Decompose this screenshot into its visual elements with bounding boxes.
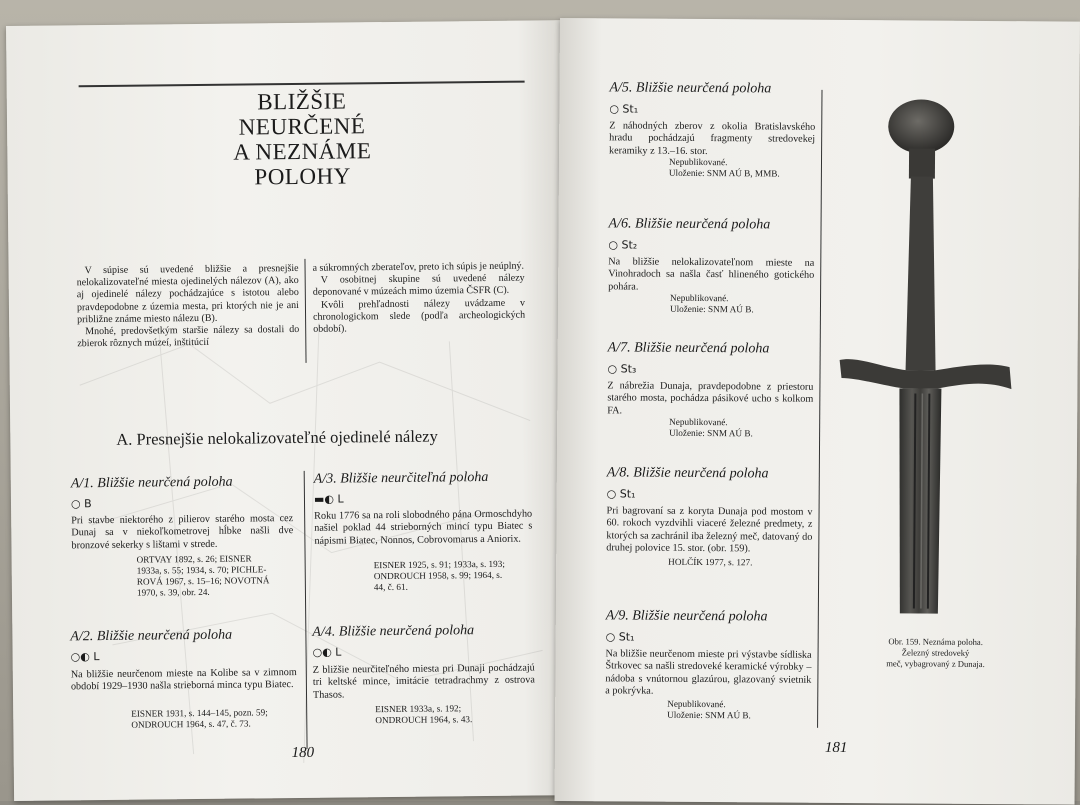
- entry-ref-a6: Nepublikované.: [670, 292, 729, 304]
- sword-photo: [836, 98, 1020, 619]
- entry-symbol-a9: ○ St₁: [605, 630, 635, 644]
- left-page: [6, 20, 570, 801]
- entry-ref-a7: Uloženie: SNM AÚ B.: [669, 427, 753, 439]
- entry-text-a1: Pri stavbe niektorého z pilierov starého mosta cez Dunaj sa v niekoľkometrovej hĺbke našli dve bronzové sekerky s lištami v strede.: [71, 513, 294, 552]
- intro-paragraph: Mnohé, predovšetkým staršie nálezy sa dostali do zbierok rôznych múzeí, inštitúcií: [77, 323, 300, 350]
- entry-ref-a5: Nepublikované.: [668, 156, 728, 168]
- top-rule: [79, 81, 525, 88]
- entry-symbol-a2: ○◐ L: [70, 650, 100, 664]
- entry-ref-a5: Uloženie: SNM AÚ B, MMB.: [668, 167, 780, 179]
- entry-symbol-a8: ○ St₁: [606, 487, 636, 501]
- entry-ref-a2: ONDROUCH 1964, s. 47, č. 73.: [131, 718, 251, 730]
- entry-ref-a1: 1970, s. 39, obr. 24.: [136, 586, 210, 598]
- entry-ref-a3: EISNER 1925, s. 91; 1933a, s. 193;: [373, 558, 505, 571]
- right-column-divider: [817, 90, 822, 728]
- chapter-title-line: BLIŽŠIE: [257, 88, 347, 115]
- entry-ref-a8: HOLČÍK 1977, s. 127.: [668, 556, 753, 568]
- intro-paragraph: Kvôli prehľadnosti nálezy uvádzame v chronologickom slede (podľa archeologických období).: [313, 297, 526, 335]
- entry-ref-a1: ROVÁ 1967, s. 15–16; NOVOTNÁ: [136, 575, 270, 587]
- right-page: [555, 18, 1080, 805]
- entry-text-a2: Na bližšie neurčenom mieste na Kolibe sa v zimnom období 1929–1930 našla strieborná minca typu Biatec.: [70, 666, 297, 693]
- entry-ref-a4: ONDROUCH 1964, s. 43.: [375, 714, 473, 726]
- entry-ref-a1: 1933a, s. 55; 1934, s. 70; PICHLE-: [136, 564, 267, 576]
- caption-line: Železný stredoveký: [901, 647, 970, 658]
- entry-symbol-a3: ▬◐ L: [313, 492, 344, 506]
- caption-line: Obr. 159. Neznáma poloha.: [888, 636, 983, 647]
- entry-title-a7: A/7. Bližšie neurčená poloha: [607, 340, 770, 357]
- caption-line: meč, vybagrovaný z Dunaja.: [886, 658, 985, 669]
- entry-title-a2: A/2. Bližšie neurčená poloha: [70, 627, 233, 645]
- page-number-left: 180: [291, 744, 315, 762]
- intro-paragraph: V osobitnej skupine sú uvedené nálezy deponované v múzeách mimo územia ČSFR (C).: [312, 272, 525, 299]
- entry-title-a5: A/5. Bližšie neurčená poloha: [609, 80, 772, 97]
- intro-column-2: [312, 261, 525, 336]
- intro-column-1: [77, 263, 300, 351]
- entry-ref-a6: Uloženie: SNM AÚ B.: [669, 303, 754, 315]
- entry-title-a6: A/6. Bližšie neurčená poloha: [608, 216, 771, 233]
- entry-title-a1: A/1. Bližšie neurčená poloha: [70, 474, 233, 492]
- entry-symbol-a1: ○ B: [70, 497, 92, 511]
- entry-ref-a3: 44, č. 61.: [373, 581, 408, 593]
- entry-title-a4: A/4. Bližšie neurčená poloha: [312, 623, 475, 640]
- figure-caption: [871, 636, 999, 670]
- intro-paragraph: a súkromných zberateľov, preto ich súpis je neúplný.: [312, 260, 525, 274]
- entry-text-a4: Z bližšie neurčiteľného miesta pri Dunaji pochádzajú tri keltské mince, imitácie tetradrachmy z ostrova Thasos.: [312, 662, 535, 701]
- chapter-title-line: POLOHY: [254, 163, 351, 190]
- entry-text-a5: Z náhodných zberov z okolia Bratislavského hradu pochádzajú fragmenty stredovekej keramiky z 13.–16. stor.: [609, 120, 816, 157]
- intro-column-divider: [304, 259, 306, 363]
- entry-symbol-a4: ○◐ L: [312, 645, 342, 659]
- entry-symbol-a6: ○ St₂: [608, 238, 638, 252]
- entry-ref-a9: Uloženie: SNM AÚ B.: [667, 709, 751, 721]
- entry-symbol-a7: ○ St₃: [607, 362, 637, 376]
- entry-text-a7: Z nábrežia Dunaja, pravdepodobne z priestoru starého mosta, pochádza pásikové ucho s kolkom FA.: [607, 380, 814, 417]
- intro-paragraph: V súpise sú uvedené bližšie a presnejšie nelokalizovateľné miesta ojedinelých nálezov (A), ako aj ojedinelé nálezy pochádzajúce s istotou alebo pravdepodobne z územia mesta, pri ktorých nie je ani približne známe miesto nálezu (B).: [76, 262, 299, 326]
- entry-ref-a3: ONDROUCH 1958, s. 99; 1964, s.: [373, 569, 503, 582]
- page-number-right: 181: [824, 739, 848, 757]
- entry-text-a8: Pri bagrovaní sa z koryta Dunaja pod mostom v 60. rokoch vyzdvihli viaceré železné predmety, z ktorých sa zachránil iba železný meč, datovaný do druhej polovice 15. stor. (obr. 159).: [606, 505, 813, 555]
- entry-title-a8: A/8. Bližšie neurčená poloha: [606, 465, 769, 482]
- chapter-title: [187, 88, 418, 190]
- entry-ref-a1: ORTVAY 1892, s. 26; EISNER: [136, 553, 252, 565]
- section-title: A. Presnejšie nelokalizovateľné ojedinelé nálezy: [116, 426, 438, 449]
- entry-ref-a7: Nepublikované.: [669, 416, 728, 428]
- entry-title-a3: A/3. Bližšie neurčiteľná poloha: [313, 469, 489, 487]
- entry-text-a9: Na bližšie neurčenom mieste pri výstavbe sídliska Štrkovec sa našli stredoveké keramické výrobky – nádoba s vnútornou glazúrou, glazovaný svietnik a pokrývka.: [605, 648, 812, 697]
- entry-ref-a2: EISNER 1931, s. 144–145, pozn. 59;: [131, 707, 268, 719]
- chapter-title-line: A NEZNÁME: [233, 138, 372, 165]
- chapter-title-line: NEURČENÉ: [238, 113, 366, 140]
- entry-text-a6: Na bližšie nelokalizovateľnom mieste na Vinohradoch sa našla časť hlineného gotického pohára.: [608, 256, 815, 293]
- entry-ref-a9: Nepublikované.: [667, 698, 726, 710]
- entry-title-a9: A/9. Bližšie neurčená poloha: [605, 608, 768, 625]
- entry-text-a3: Roku 1776 sa na roli slobodného pána Ormoschdyho našiel poklad 44 strieborných mincí typu Biatec s nápismi Biatec, Nonnos, Cobrovomarus a Aniorix.: [314, 508, 533, 547]
- entry-symbol-a5: ○ St₁: [609, 102, 639, 116]
- entry-ref-a4: EISNER 1933a, s. 192;: [375, 703, 462, 715]
